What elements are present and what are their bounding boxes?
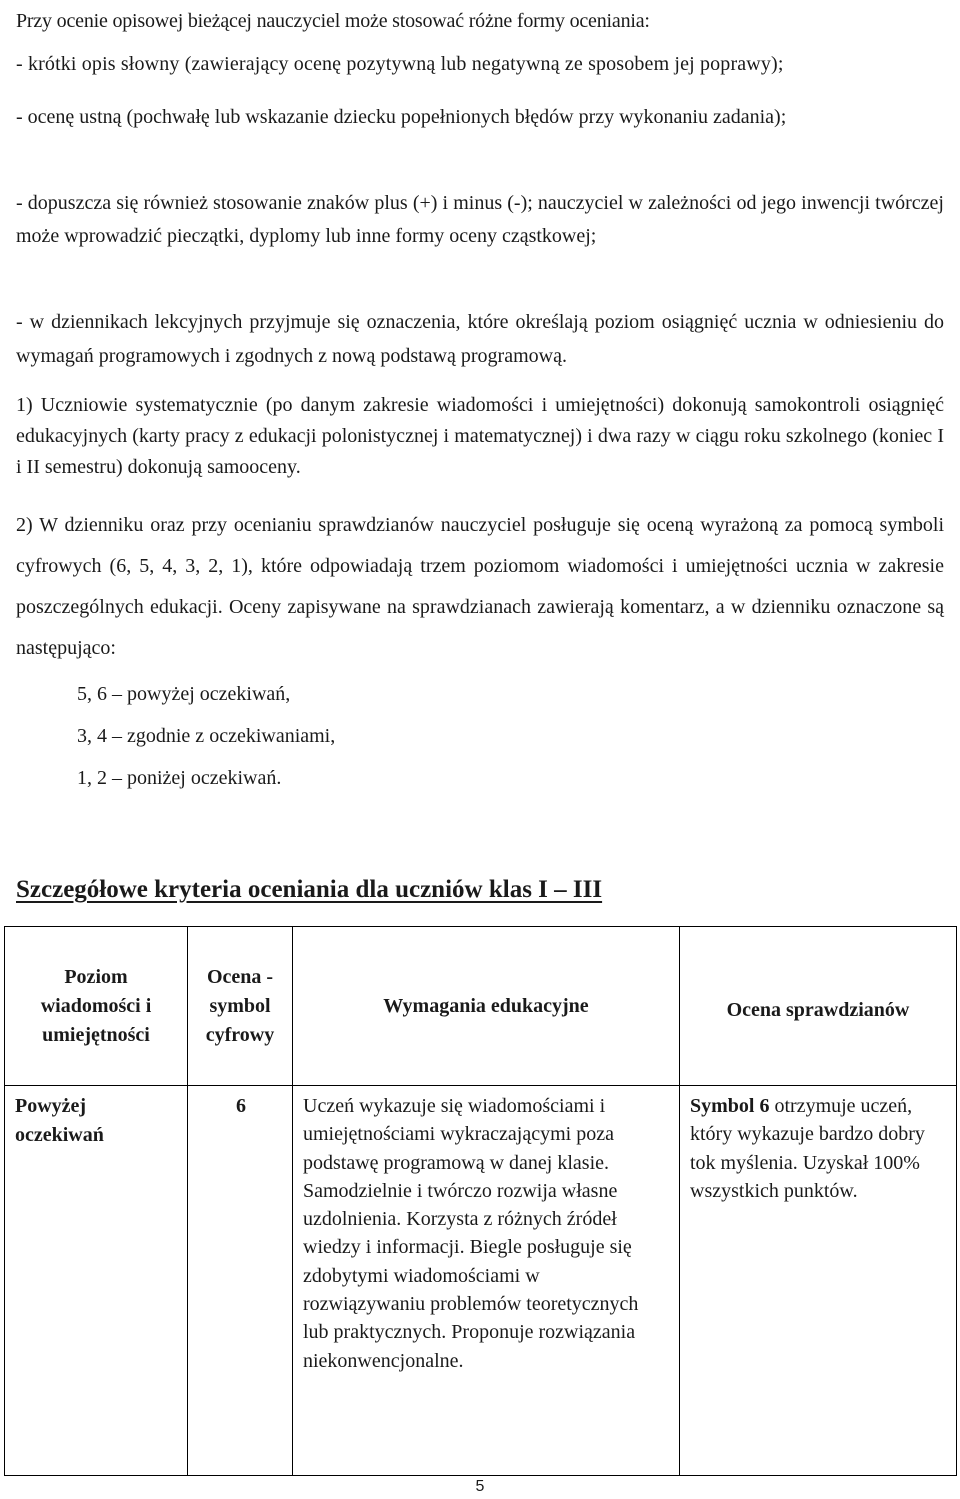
intro-line-2: - krótki opis słowny (zawierający ocenę pozytywną lub negatywną ze sposobem jej poprawy); [16,53,784,75]
header-symbol: Ocena - symbol cyfrowy [188,927,293,1086]
page-number: 5 [475,1478,485,1495]
criteria-heading: Szczegółowe kryteria oceniania dla uczniów klas I – III [16,876,603,903]
header-level: Poziom wiadomości i umiejętności [5,927,188,1086]
intro-line-1: Przy ocenie opisowej bieżącej nauczyciel może stosować różne formy oceniania: [16,10,650,32]
criteria-table [4,926,957,1476]
test-description: otrzymuje uczeń, który wykazuje bardzo dobry tok myślenia. Uzyskał 100% wszystkich punktów. [690,1095,925,1202]
cell-symbol: 6 [188,1086,293,1476]
table-header-row [5,927,957,1086]
intro-line-5: - w dziennikach lekcyjnych przyjmuje się oznaczenia, które określają poziom osiągnięć ucznia w odniesieniu do wymagań programowych i zgodnych z nową podstawą programową. [16,311,944,367]
table-row [5,1086,957,1476]
intro-line-4: - dopuszcza się również stosowanie znaków plus (+) i minus (-); nauczyciel w zależności od jego inwencji twórczej może wprowadzić pieczątki, dyplomy lub inne formy oceny cząstkowej; [16,192,944,247]
header-test: Ocena sprawdzianów [680,927,957,1086]
grade-above: 5, 6 – powyżej oczekiwań, [77,683,291,705]
cell-level: Powyżej oczekiwań [5,1086,188,1476]
cell-requirements: Uczeń wykazuje się wiadomościami i umiejętnościami wykraczającymi poza podstawę programową w danej klasie. Samodzielnie i twórczo rozwija własne uzdolnienia. Korzysta z różnych źródeł wiedzy i informacji. Biegle posługuje się zdobytymi wiadomościami w rozwiązywaniu problemów teoretycznych lub praktycznych. Proponuje rozwiązania niekonwencjonalne. [293,1086,680,1476]
point-2: 2) W dzienniku oraz przy ocenianiu sprawdzianów nauczyciel posługuje się oceną wyrażoną za pomocą symboli cyfrowych (6, 5, 4, 3, 2, 1), które odpowiadają trzem poziomom wiadomości i umiejętności ucznia w zakresie poszczególnych edukacji. Oceny zapisywane na sprawdzianach zawierają komentarz, a w dzienniku oznaczone są następująco: [16,514,944,659]
test-symbol-label: Symbol 6 [690,1095,770,1117]
point-1: 1) Uczniowie systematycznie (po danym zakresie wiadomości i umiejętności) dokonują samokontroli osiągnięć edukacyjnych (karty pracy z edukacji polonistycznej i matematycznej) i dwa razy w ciągu roku szkolnego (koniec I i II semestru) dokonują samooceny. [16,394,944,478]
header-requirements: Wymagania edukacyjne [293,927,680,1086]
grade-meets: 3, 4 – zgodnie z oczekiwaniami, [77,725,336,747]
grade-below: 1, 2 – poniżej oczekiwań. [77,767,282,789]
intro-line-3: - ocenę ustną (pochwałę lub wskazanie dziecku popełnionych błędów przy wykonaniu zadania); [16,106,787,128]
cell-test [680,1086,957,1476]
